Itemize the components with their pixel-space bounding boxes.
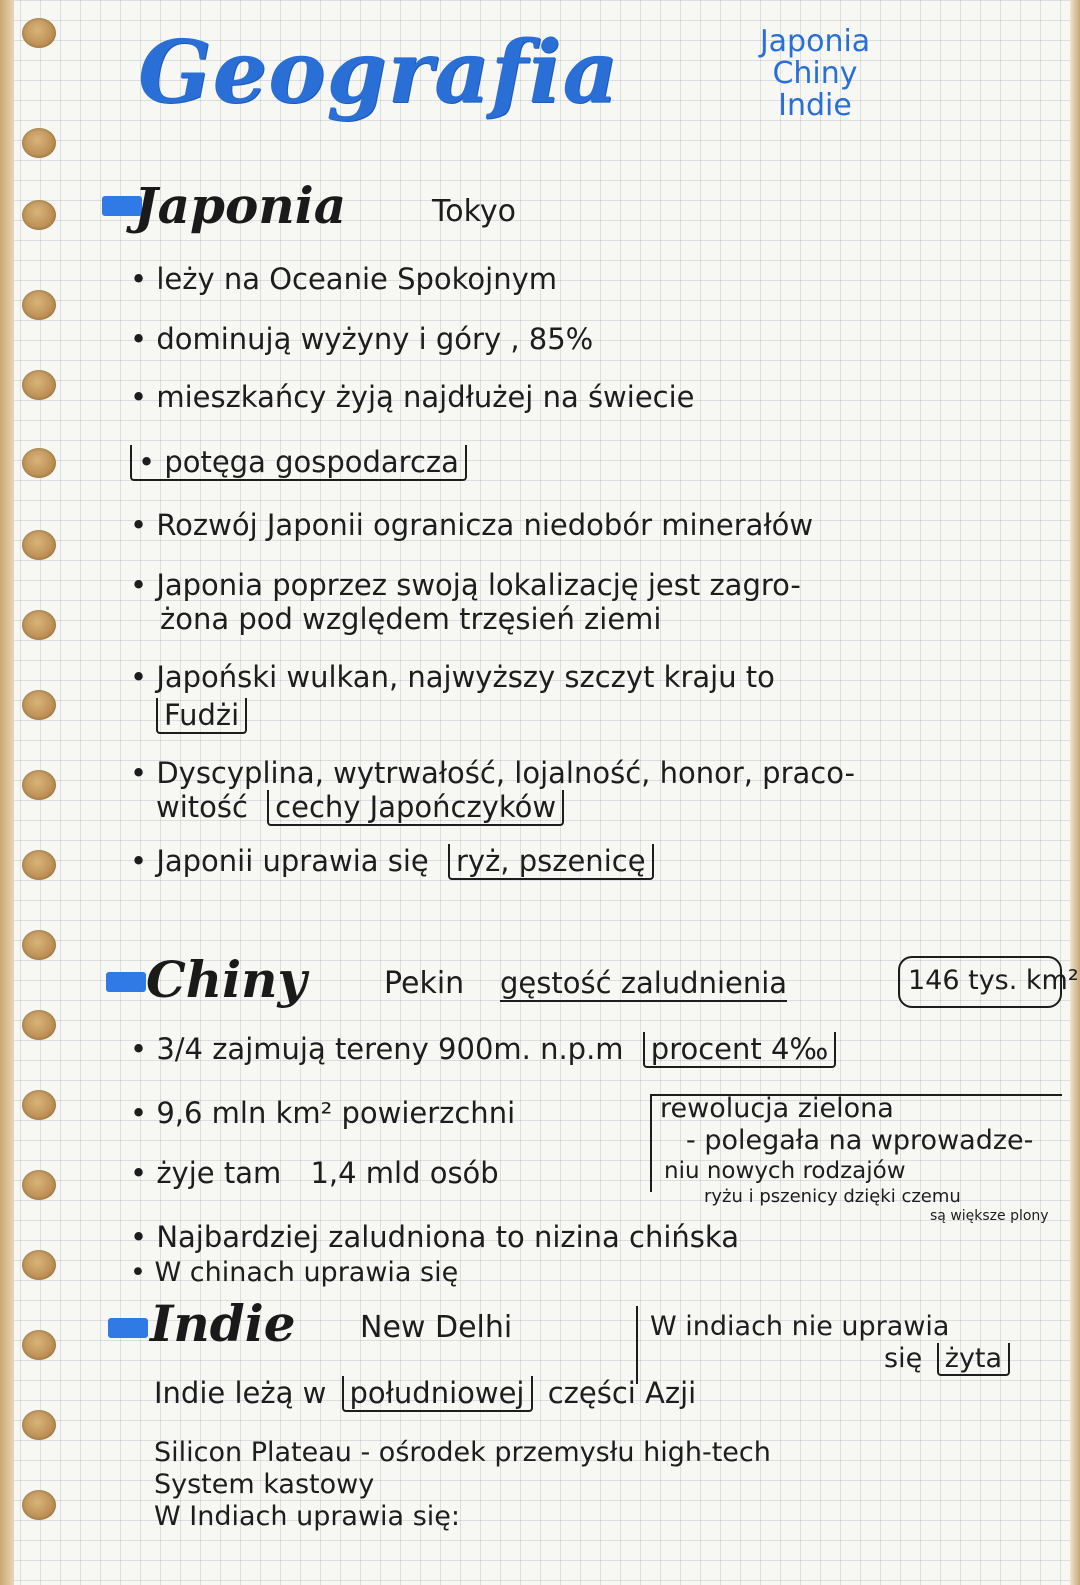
list-item	[154, 1376, 696, 1410]
note-line	[884, 1344, 1010, 1374]
list-item-continuation	[156, 698, 247, 732]
section-heading-chiny: Chiny	[146, 950, 307, 1009]
binder-hole	[22, 930, 56, 960]
list-item-continuation	[156, 790, 564, 824]
binder-hole	[22, 610, 56, 640]
note-line-small: są większe plony	[930, 1208, 1049, 1224]
list-item: • leży na Oceanie Spokojnym	[130, 262, 557, 296]
list-item-continuation: żona pod względem trzęsień ziemi	[160, 602, 662, 636]
binder-hole	[22, 18, 56, 48]
list-text: • żyje tam	[130, 1156, 282, 1190]
capital-new-delhi: New Delhi	[360, 1310, 513, 1345]
topic-chiny: Chiny	[772, 56, 858, 91]
section-heading-japonia: Japonia	[134, 176, 347, 235]
binder-hole	[22, 690, 56, 720]
highlighted-phrase: Fudżi	[156, 698, 247, 734]
note-text: W indiach nie uprawia	[650, 1311, 950, 1342]
highlighted-phrase: żyta	[937, 1343, 1010, 1376]
binder-hole	[22, 1010, 56, 1040]
section-marker	[106, 972, 146, 992]
section-heading-indie: Indie	[150, 1294, 296, 1353]
binder-hole	[22, 1250, 56, 1280]
page-title: Geografia	[138, 22, 620, 123]
list-text: Indie leżą w	[154, 1376, 327, 1410]
list-item	[130, 1032, 836, 1066]
binder-hole	[22, 370, 56, 400]
binder-hole	[22, 1090, 56, 1120]
topic-indie: Indie	[778, 88, 852, 123]
highlighted-phrase: • potęga gospodarcza	[130, 445, 467, 481]
note-text: się	[884, 1343, 923, 1374]
list-item	[130, 844, 654, 878]
note-line: ryżu i pszenicy dzięki czemu	[704, 1186, 961, 1207]
list-item: W Indiach uprawia się:	[154, 1501, 460, 1532]
highlighted-phrase: cechy Japończyków	[267, 790, 564, 826]
list-item: • mieszkańcy żyją najdłużej na świecie	[130, 380, 695, 414]
note-line: niu nowych rodzajów	[664, 1158, 906, 1184]
binder-hole	[22, 290, 56, 320]
list-item: • dominują wyżyny i góry , 85%	[130, 322, 594, 356]
density-value: 146 tys. km²	[908, 965, 1079, 996]
binder-hole	[22, 448, 56, 478]
list-text: • Japonii uprawia się	[130, 844, 429, 878]
binder-hole	[22, 1490, 56, 1520]
list-text: • 3/4 zajmują tereny 900m. n.p.m	[130, 1032, 624, 1066]
binder-hole	[22, 850, 56, 880]
density-label	[500, 966, 787, 1000]
binder-hole	[22, 1330, 56, 1360]
paper-edge-left	[0, 0, 14, 1585]
binder-holes	[22, 0, 62, 1585]
highlighted-phrase: ryż, pszenicę	[448, 844, 654, 880]
binder-hole	[22, 1410, 56, 1440]
list-item: • Najbardziej zaludniona to nizina chińska	[130, 1220, 739, 1254]
highlighted-phrase: południowej	[342, 1376, 533, 1412]
list-item	[130, 445, 467, 479]
capital-tokyo: Tokyo	[432, 194, 516, 229]
section-marker	[108, 1318, 148, 1338]
list-item: • 9,6 mln km² powierzchni	[130, 1096, 516, 1130]
note-title: rewolucja zielona	[660, 1093, 894, 1124]
binder-hole	[22, 530, 56, 560]
list-text: części Azji	[547, 1376, 697, 1410]
list-text: witość	[156, 790, 248, 824]
paper-edge-right	[1070, 0, 1080, 1585]
density-label-text: gęstość zaludnienia	[500, 966, 788, 1000]
list-item: • Japonia poprzez swoją lokalizację jest zagro-	[130, 568, 801, 602]
note-line: - polegała na wprowadze-	[686, 1125, 1034, 1156]
note-line	[650, 1312, 949, 1342]
topics-list	[705, 26, 925, 122]
highlighted-phrase: procent 4‰	[643, 1032, 837, 1068]
binder-hole	[22, 128, 56, 158]
binder-hole	[22, 770, 56, 800]
binder-hole	[22, 1170, 56, 1200]
capital-pekin: Pekin	[384, 966, 465, 1001]
list-item: Silicon Plateau - ośrodek przemysłu high-tech	[154, 1437, 771, 1468]
list-item: • Dyscyplina, wytrwałość, lojalność, honor, praco-	[130, 756, 855, 790]
list-item: System kastowy	[154, 1469, 375, 1500]
list-item: • Japoński wulkan, najwyższy szczyt kraju to	[130, 660, 775, 694]
topic-japonia: Japonia	[759, 24, 871, 59]
list-text: 1,4 mld osób	[310, 1156, 499, 1190]
list-item	[130, 1156, 499, 1190]
binder-hole	[22, 200, 56, 230]
list-item: • W chinach uprawia się	[130, 1257, 459, 1288]
list-item: • Rozwój Japonii ogranicza niedobór minerałów	[130, 508, 814, 542]
